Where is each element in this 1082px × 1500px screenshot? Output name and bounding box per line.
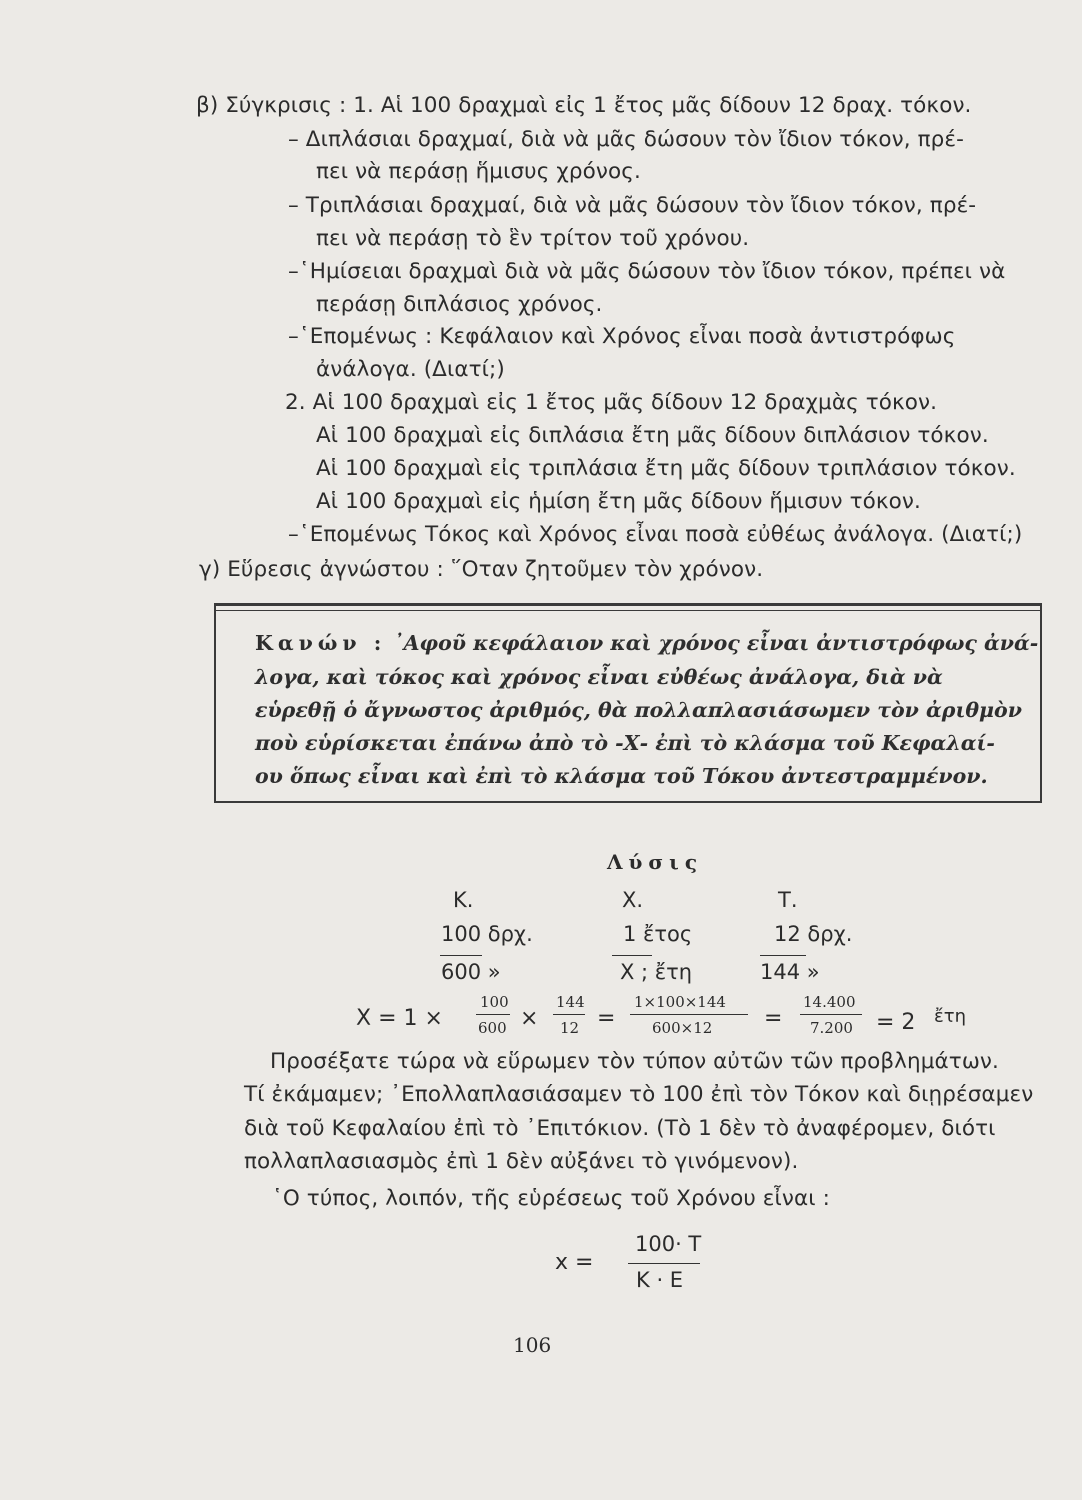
frac1-num: 100	[480, 993, 509, 1011]
frac4-num: 14.400	[803, 993, 856, 1011]
underline	[760, 955, 806, 956]
fraction-bar	[630, 1014, 748, 1015]
equals-sign: =	[764, 1006, 783, 1031]
final-formula-num: 100· Τ	[635, 1232, 702, 1256]
equation-result: = 2	[876, 1010, 916, 1035]
final-formula-den: Κ · Ε	[636, 1268, 684, 1292]
equation-lhs: Χ = 1 ×	[356, 1006, 443, 1031]
header-t: Τ.	[778, 888, 798, 912]
row1-t: 12 δρχ.	[774, 922, 853, 946]
rule-divider	[216, 610, 1040, 611]
underline	[440, 955, 482, 956]
row2-t: 144 »	[760, 960, 820, 984]
fraction-bar	[553, 1014, 585, 1015]
row1-x: 1 ἔτος	[623, 922, 693, 946]
rule-text: ᾿Αφοῦ κεφάλαιον καὶ χρόνος εἶναι ἀντιστρόφως ἀνά-	[393, 631, 1039, 655]
text-line: Αἱ 100 δραχμαὶ εἰς τριπλάσια ἔτη μᾶς δίδουν τριπλάσιον τόκον.	[316, 456, 1016, 481]
times-sign: ×	[520, 1006, 539, 1031]
text-line: –῾Επομένως Τόκος καὶ Χρόνος εἶναι ποσὰ εὐθέως ἀνάλογα. (Διατί;)	[288, 522, 1023, 547]
frac3-num: 1×100×144	[634, 993, 726, 1011]
section-c-heading: γ) Εὕρεσις ἀγνώστου : ῞Οταν ζητοῦμεν τὸν χρόνον.	[199, 557, 764, 582]
rule-line: ου ὅπως εἶναι καὶ ἐπὶ τὸ κλάσμα τοῦ Τόκου ἀντεστραμμένον.	[255, 764, 988, 788]
text-line: – Διπλάσιαι δραχμαί, διὰ νὰ μᾶς δώσουν τὸν ἴδιον τόκον, πρέ-	[288, 127, 964, 152]
row2-x: Χ ; ἔτη	[620, 960, 693, 984]
text-line: ῾Ο τύπος, λοιπόν, τῆς εὑρέσεως τοῦ Χρόνου εἶναι :	[272, 1186, 830, 1211]
frac1-den: 600	[478, 1019, 507, 1037]
frac2-den: 12	[560, 1019, 580, 1037]
text-line: περάσῃ διπλάσιος χρόνος.	[316, 292, 603, 317]
frac4-den: 7.200	[810, 1019, 853, 1037]
rule-line: λογα, καὶ τόκος καὶ χρόνος εἶναι εὐθέως ἀνάλογα, διὰ νὰ	[255, 665, 943, 689]
text-line: πολλαπλασιασμὸς ἐπὶ 1 δὲν αὐξάνει τὸ γινόμενον).	[244, 1149, 799, 1174]
text-line: διὰ τοῦ Κεφαλαίου ἐπὶ τὸ ᾿Επιτόκιον. (Τὸ 1 δὲν τὸ ἀναφέρομεν, διότι	[244, 1116, 996, 1141]
page-number: 106	[513, 1333, 552, 1357]
row1-k: 100 δρχ.	[441, 922, 533, 946]
text-line: ἀνάλογα. (Διατί;)	[316, 357, 505, 382]
final-formula-lhs: x =	[555, 1250, 594, 1275]
text-line: Τί ἐκάμαμεν; ᾿Επολλαπλασιάσαμεν τὸ 100 ἐπὶ τὸν Τόκον καὶ διῃρέσαμεν	[244, 1082, 1034, 1107]
frac2-num: 144	[556, 993, 585, 1011]
text-line: –῾Επομένως : Κεφάλαιον καὶ Χρόνος εἶναι ποσὰ ἀντιστρόφως	[288, 324, 956, 349]
rule-line: εὑρεθῇ ὁ ἄγνωστος ἀριθμός, θὰ πολλαπλασιάσωμεν τὸν ἀριθμὸν	[255, 698, 1022, 722]
fraction-bar	[476, 1014, 510, 1015]
fraction-bar	[800, 1014, 862, 1015]
frac3-den: 600×12	[652, 1019, 713, 1037]
text-line: β) Σύγκρισις : 1. Αἱ 100 δραχμαὶ εἰς 1 ἔτος μᾶς δίδουν 12 δραχ. τόκον.	[196, 93, 972, 118]
fraction-bar	[628, 1263, 700, 1264]
equation-unit: ἔτη	[934, 1006, 966, 1027]
row2-k: 600 »	[441, 960, 501, 984]
text-line: πει νὰ περάσῃ ἥμισυς χρόνος.	[316, 159, 641, 184]
text-line: Αἱ 100 δραχμαὶ εἰς διπλάσια ἔτη μᾶς δίδουν διπλάσιον τόκον.	[316, 423, 989, 448]
solution-title: Λύσις	[607, 850, 703, 874]
text-line: – Τριπλάσιαι δραχμαί, διὰ νὰ μᾶς δώσουν τὸν ἴδιον τόκον, πρέ-	[288, 193, 977, 218]
text-line: πει νὰ περάσῃ τὸ ἓν τρίτον τοῦ χρόνου.	[316, 226, 750, 251]
rule-line: ποὺ εὑρίσκεται ἐπάνω ἀπὸ τὸ -Χ- ἐπὶ τὸ κλάσμα τοῦ Κεφαλαί-	[255, 731, 995, 755]
rule-line	[255, 633, 1038, 654]
text-line: Αἱ 100 δραχμαὶ εἰς ἡμίση ἔτη μᾶς δίδουν ἥμισυν τόκον.	[316, 489, 921, 514]
rule-label: Κανών :	[255, 631, 387, 655]
text-line: –῾Ημίσειαι δραχμαὶ διὰ νὰ μᾶς δώσουν τὸν ἴδιον τόκον, πρέπει νὰ	[288, 259, 1006, 284]
equals-sign: =	[597, 1006, 616, 1031]
text-line: 2. Αἱ 100 δραχμαὶ εἰς 1 ἔτος μᾶς δίδουν 12 δραχμὰς τόκον.	[285, 390, 938, 415]
text-line: Προσέξατε τώρα νὰ εὕρωμεν τὸν τύπον αὐτῶν τῶν προβλημάτων.	[270, 1049, 999, 1074]
header-k: Κ.	[453, 888, 474, 912]
underline	[612, 955, 652, 956]
header-x: Χ.	[622, 888, 644, 912]
